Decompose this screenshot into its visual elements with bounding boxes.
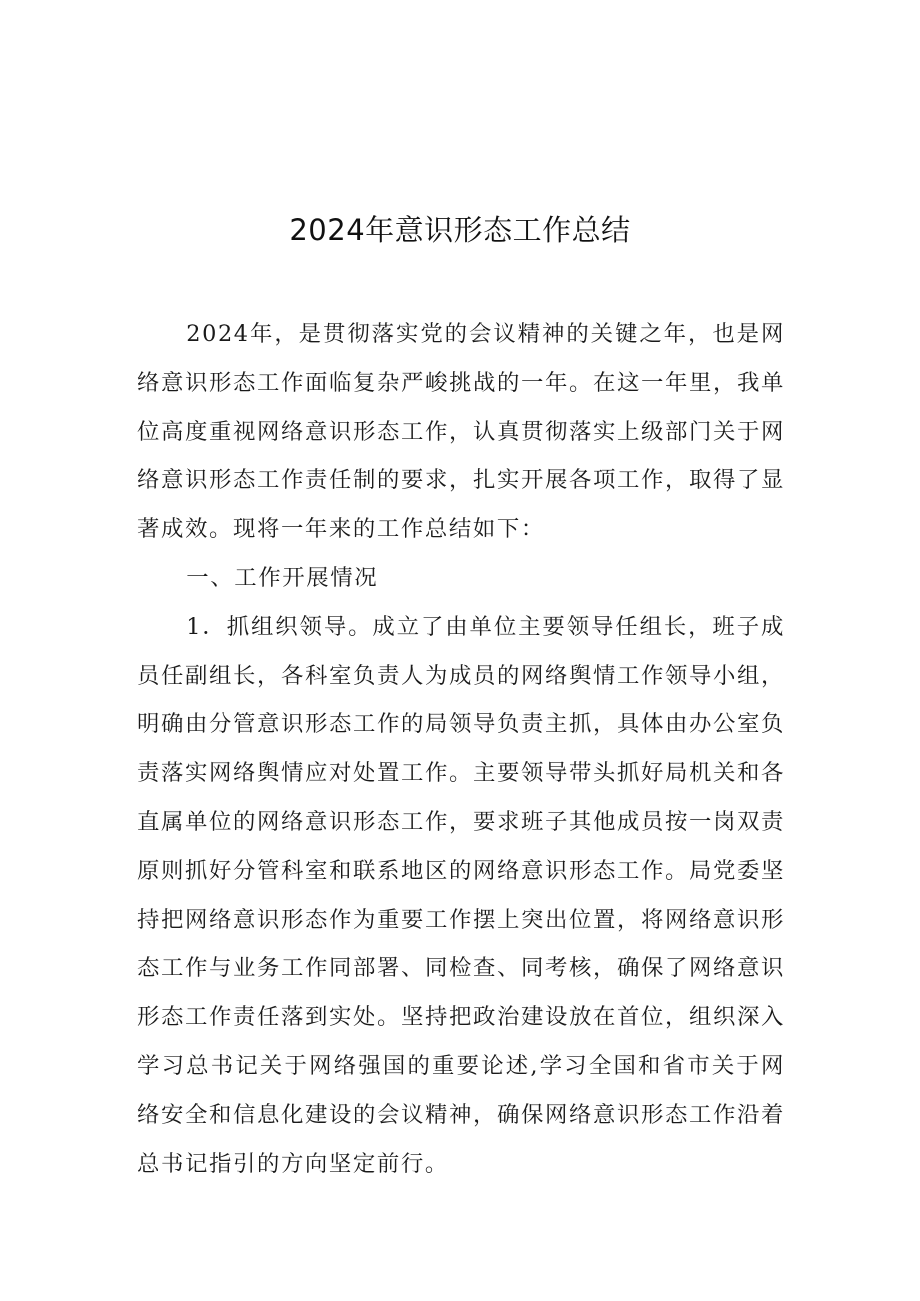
body-paragraph: 1．抓组织领导。成立了由单位主要领导任组长，班子成员任副组长，各科室负责人为成员的网络舆情工作领导小组，明确由分管意识形态工作的局领导负责主抓，具体由办公室负责落实网络舆情应对处置工作。主要领导带头抓好局机关和各直属单位的网络意识形态工作，要求班子其他成员按一岗双责原则抓好分管科室和联系地区的网络意识形态工作。局党委坚持把网络意识形态作为重要工作摆上突出位置，将网络意识形态工作与业务工作同部署、同检查、同考核，确保了网络意识形态工作责任落到实处。坚持把政治建设放在首位，组织深入学习总书记关于网络强国的重要论述,学习全国和省市关于网络安全和信息化建设的会议精神，确保网络意识形态工作沿着总书记指引的方向坚定前行。 <box>137 613 785 1177</box>
intro-paragraph: 2024年，是贯彻落实党的会议精神的关键之年，也是网络意识形态工作面临复杂严峻挑战的一年。在这一年里，我单位高度重视网络意识形态工作，认真贯彻落实上级部门关于网络意识形态工作责任制的要求，扎实开展各项工作，取得了显著成效。现将一年来的工作总结如下： <box>137 321 785 543</box>
section-heading: 一、工作开展情况 <box>186 564 379 591</box>
document-title: 2024年意识形态工作总结 <box>289 213 631 247</box>
document-body <box>137 310 785 1188</box>
